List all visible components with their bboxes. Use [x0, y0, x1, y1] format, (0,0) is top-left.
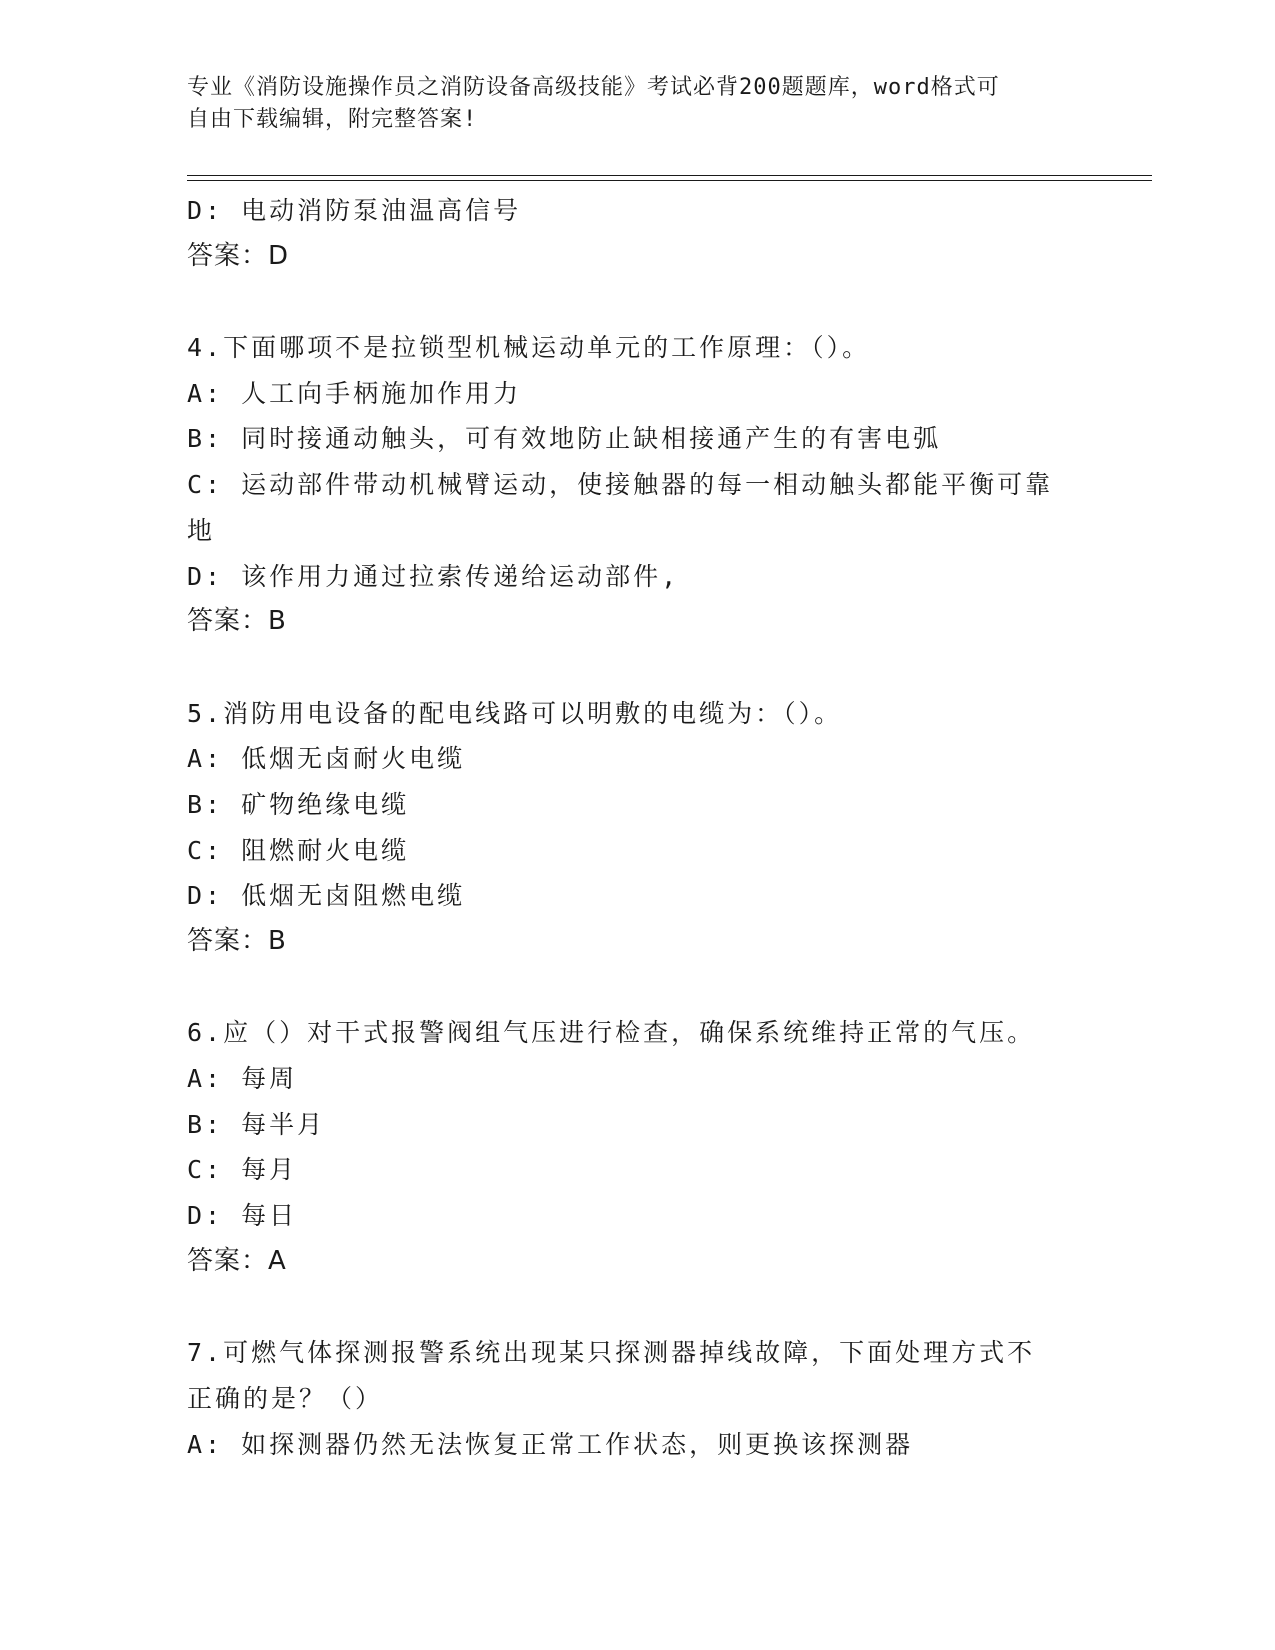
question-5	[187, 691, 1077, 965]
spacer	[187, 645, 1077, 691]
option-a: A: 人工向手柄施加作用力	[187, 378, 522, 408]
option-b: B: 每半月	[187, 1109, 326, 1139]
header-title-line-2: 自由下载编辑，附完整答案!	[187, 107, 478, 132]
answer-line: 答案：B	[187, 606, 287, 637]
question-7	[187, 1330, 1077, 1467]
option-d: D: 该作用力通过拉索传递给运动部件,	[187, 561, 680, 591]
page-header	[187, 72, 1067, 136]
question-stem: 5.消防用电设备的配电线路可以明敷的电缆为：（）。	[187, 698, 843, 728]
option-c-continuation: 地	[187, 515, 216, 545]
header-divider-bottom	[187, 180, 1152, 181]
header-divider-top	[187, 175, 1152, 176]
question-stem: 4.下面哪项不是拉锁型机械运动单元的工作原理：（）。	[187, 333, 871, 363]
option-a: A: 每周	[187, 1064, 298, 1094]
option-d: D: 电动消防泵油温高信号	[187, 196, 522, 225]
spacer	[187, 965, 1077, 1011]
option-c: C: 每月	[187, 1155, 298, 1185]
option-b: B: 同时接通动触头，可有效地防止缺相接通产生的有害电弧	[187, 424, 942, 454]
answer-line: 答案：D	[187, 240, 290, 271]
option-a: A: 如探测器仍然无法恢复正常工作状态，则更换该探测器	[187, 1429, 914, 1459]
header-title-line-1: 专业《消防设施操作员之消防设备高级技能》考试必背200题题库，word格式可	[187, 75, 1000, 100]
question-4	[187, 325, 1077, 645]
question-stem: 6.应（）对干式报警阀组气压进行检查，确保系统维持正常的气压。	[187, 1018, 1036, 1048]
spacer	[187, 279, 1077, 325]
question-6	[187, 1010, 1077, 1284]
option-b: B: 矿物绝缘电缆	[187, 789, 410, 819]
option-d: D: 低烟无卤阻燃电缆	[187, 881, 466, 911]
answer-line: 答案：B	[187, 926, 287, 956]
previous-question-tail	[187, 188, 1077, 279]
question-list	[187, 188, 1077, 1467]
option-d: D: 每日	[187, 1201, 298, 1231]
option-a: A: 低烟无卤耐火电缆	[187, 744, 466, 774]
spacer	[187, 1285, 1077, 1331]
question-stem-continuation: 正确的是？（）	[187, 1383, 384, 1413]
answer-line: 答案：A	[187, 1245, 287, 1276]
question-stem: 7.可燃气体探测报警系统出现某只探测器掉线故障，下面处理方式不	[187, 1338, 1036, 1368]
option-c: C: 阻燃耐火电缆	[187, 835, 410, 865]
option-c: C: 运动部件带动机械臂运动，使接触器的每一相动触头都能平衡可靠	[187, 470, 1054, 500]
